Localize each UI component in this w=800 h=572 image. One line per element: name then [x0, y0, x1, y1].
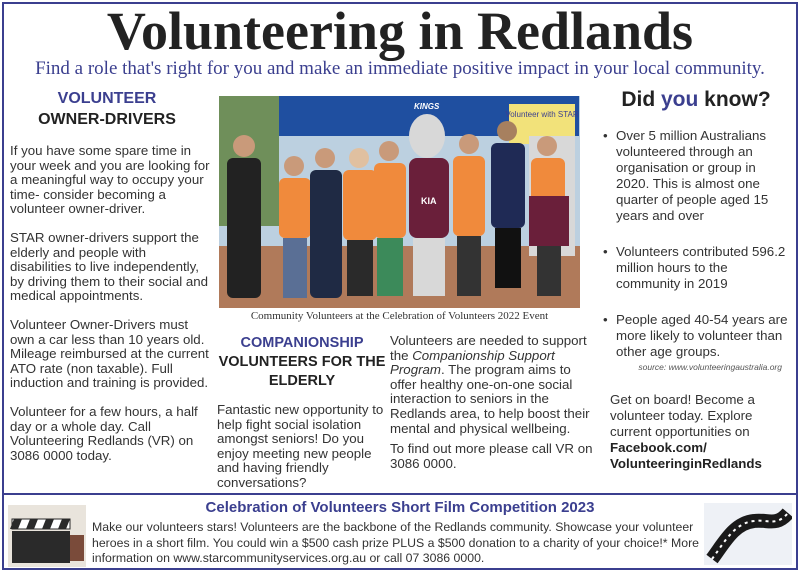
companionship-heading-line1: COMPANIONSHIP [240, 335, 364, 351]
page-title: Volunteering in Redlands [106, 1, 694, 61]
companionship-program-name: Companionship Support Program [390, 347, 555, 378]
owner-drivers-paragraph: Volunteer Owner-Drivers must own a car less than 10 years old. Mileage reimbursed at the current ATO rate (non taxable). Full induction and training is provided. [10, 316, 209, 391]
companionship-body [390, 334, 596, 436]
film-competition-heading: Celebration of Volunteers Short Film Competition 2023 [205, 499, 595, 516]
volunteers-photo-illustration [219, 96, 580, 308]
tent-label: KINGS [414, 102, 440, 111]
facebook-link-line2[interactable]: VolunteeringinRedlands [610, 456, 762, 471]
companionship-intro: Fantastic new opportunity to help fight social isolation amongst seniors! Do you enjoy meeting new people and having friendly conversations? [217, 402, 384, 490]
owner-drivers-heading-line2: OWNER-DRIVERS [38, 111, 176, 128]
owner-drivers-heading [4, 88, 210, 130]
film-competition-body: Make our volunteers stars! Volunteers are the backbone of the Redlands community. Showcase your volunteer heroes in a short film. You could win a $500 cash prize PLUS a $500 donation to a charity of your choice!* More information on www.starcommunityservices.org.au or call 07 3086 0000. [92, 520, 700, 566]
companionship-body-suffix: . The program aims to offer healthy one-on-one social interaction to seniors in the Redlands area, to help boost their mental and physical wellbeing. [390, 362, 590, 436]
did-you-know-post: know? [698, 88, 771, 111]
companionship-contact: To find out more please call VR on 3086 0000. [390, 441, 593, 471]
fact-item: • Over 5 million Australians volunteered through an organisation or group in 2020. This is almost one quarter of people aged 15 years and over [600, 128, 792, 224]
page-subtitle: Find a role that's right for you and make an immediate positive impact in your local community. [35, 58, 765, 79]
cta-text: Get on board! Become a volunteer today. Explore current opportunities on [610, 392, 755, 439]
fact-item: • Volunteers contributed 596.2 million hours to the community in 2019 [600, 244, 792, 292]
facts-list [600, 128, 792, 360]
fact-item: • People aged 40-54 years are more likely to volunteer than other age groups. [600, 312, 792, 360]
owner-drivers-paragraph: If you have some spare time in your week and you are looking for a meaningful way to occupy your time- consider becoming a volunteer owner-driver. [10, 143, 210, 217]
companionship-heading-line2: VOLUNTEERS FOR THE ELDERLY [218, 354, 386, 389]
owner-drivers-paragraph: Volunteer for a few hours, a half day or a whole day. Call Volunteering Redlands (VR) on 3086 0000 today. [10, 403, 198, 463]
companionship-heading [217, 334, 387, 391]
did-you-know-pre: Did [621, 88, 661, 111]
photo-caption: Community Volunteers at the Celebration of Volunteers 2022 Event [250, 310, 549, 322]
film-reel-icon [704, 503, 792, 565]
owner-drivers-heading-line1: VOLUNTEER [57, 90, 157, 107]
did-you-know-heading [600, 88, 792, 112]
banner-label: Volunteer with STAR [505, 110, 579, 119]
companionship-details [390, 334, 596, 471]
facebook-link-line1[interactable]: Facebook.com/ [610, 440, 707, 455]
companionship-section [217, 334, 387, 491]
call-to-action [600, 392, 792, 472]
film-competition-banner [4, 493, 796, 568]
owner-drivers-paragraph: STAR owner-drivers support the elderly and people with disabilities to live independently, by driving them to their social and medical appointments. [10, 229, 209, 304]
companionship-body-prefix: Volunteers are needed to support the [390, 333, 587, 363]
facts-source: source: www.volunteeringaustralia.org [638, 362, 782, 372]
did-you-know-you: you [660, 88, 699, 111]
did-you-know-section [600, 88, 792, 472]
volunteers-photo [219, 96, 580, 308]
owner-drivers-section [10, 88, 210, 463]
mascot-jersey-label: KIA [421, 196, 437, 206]
